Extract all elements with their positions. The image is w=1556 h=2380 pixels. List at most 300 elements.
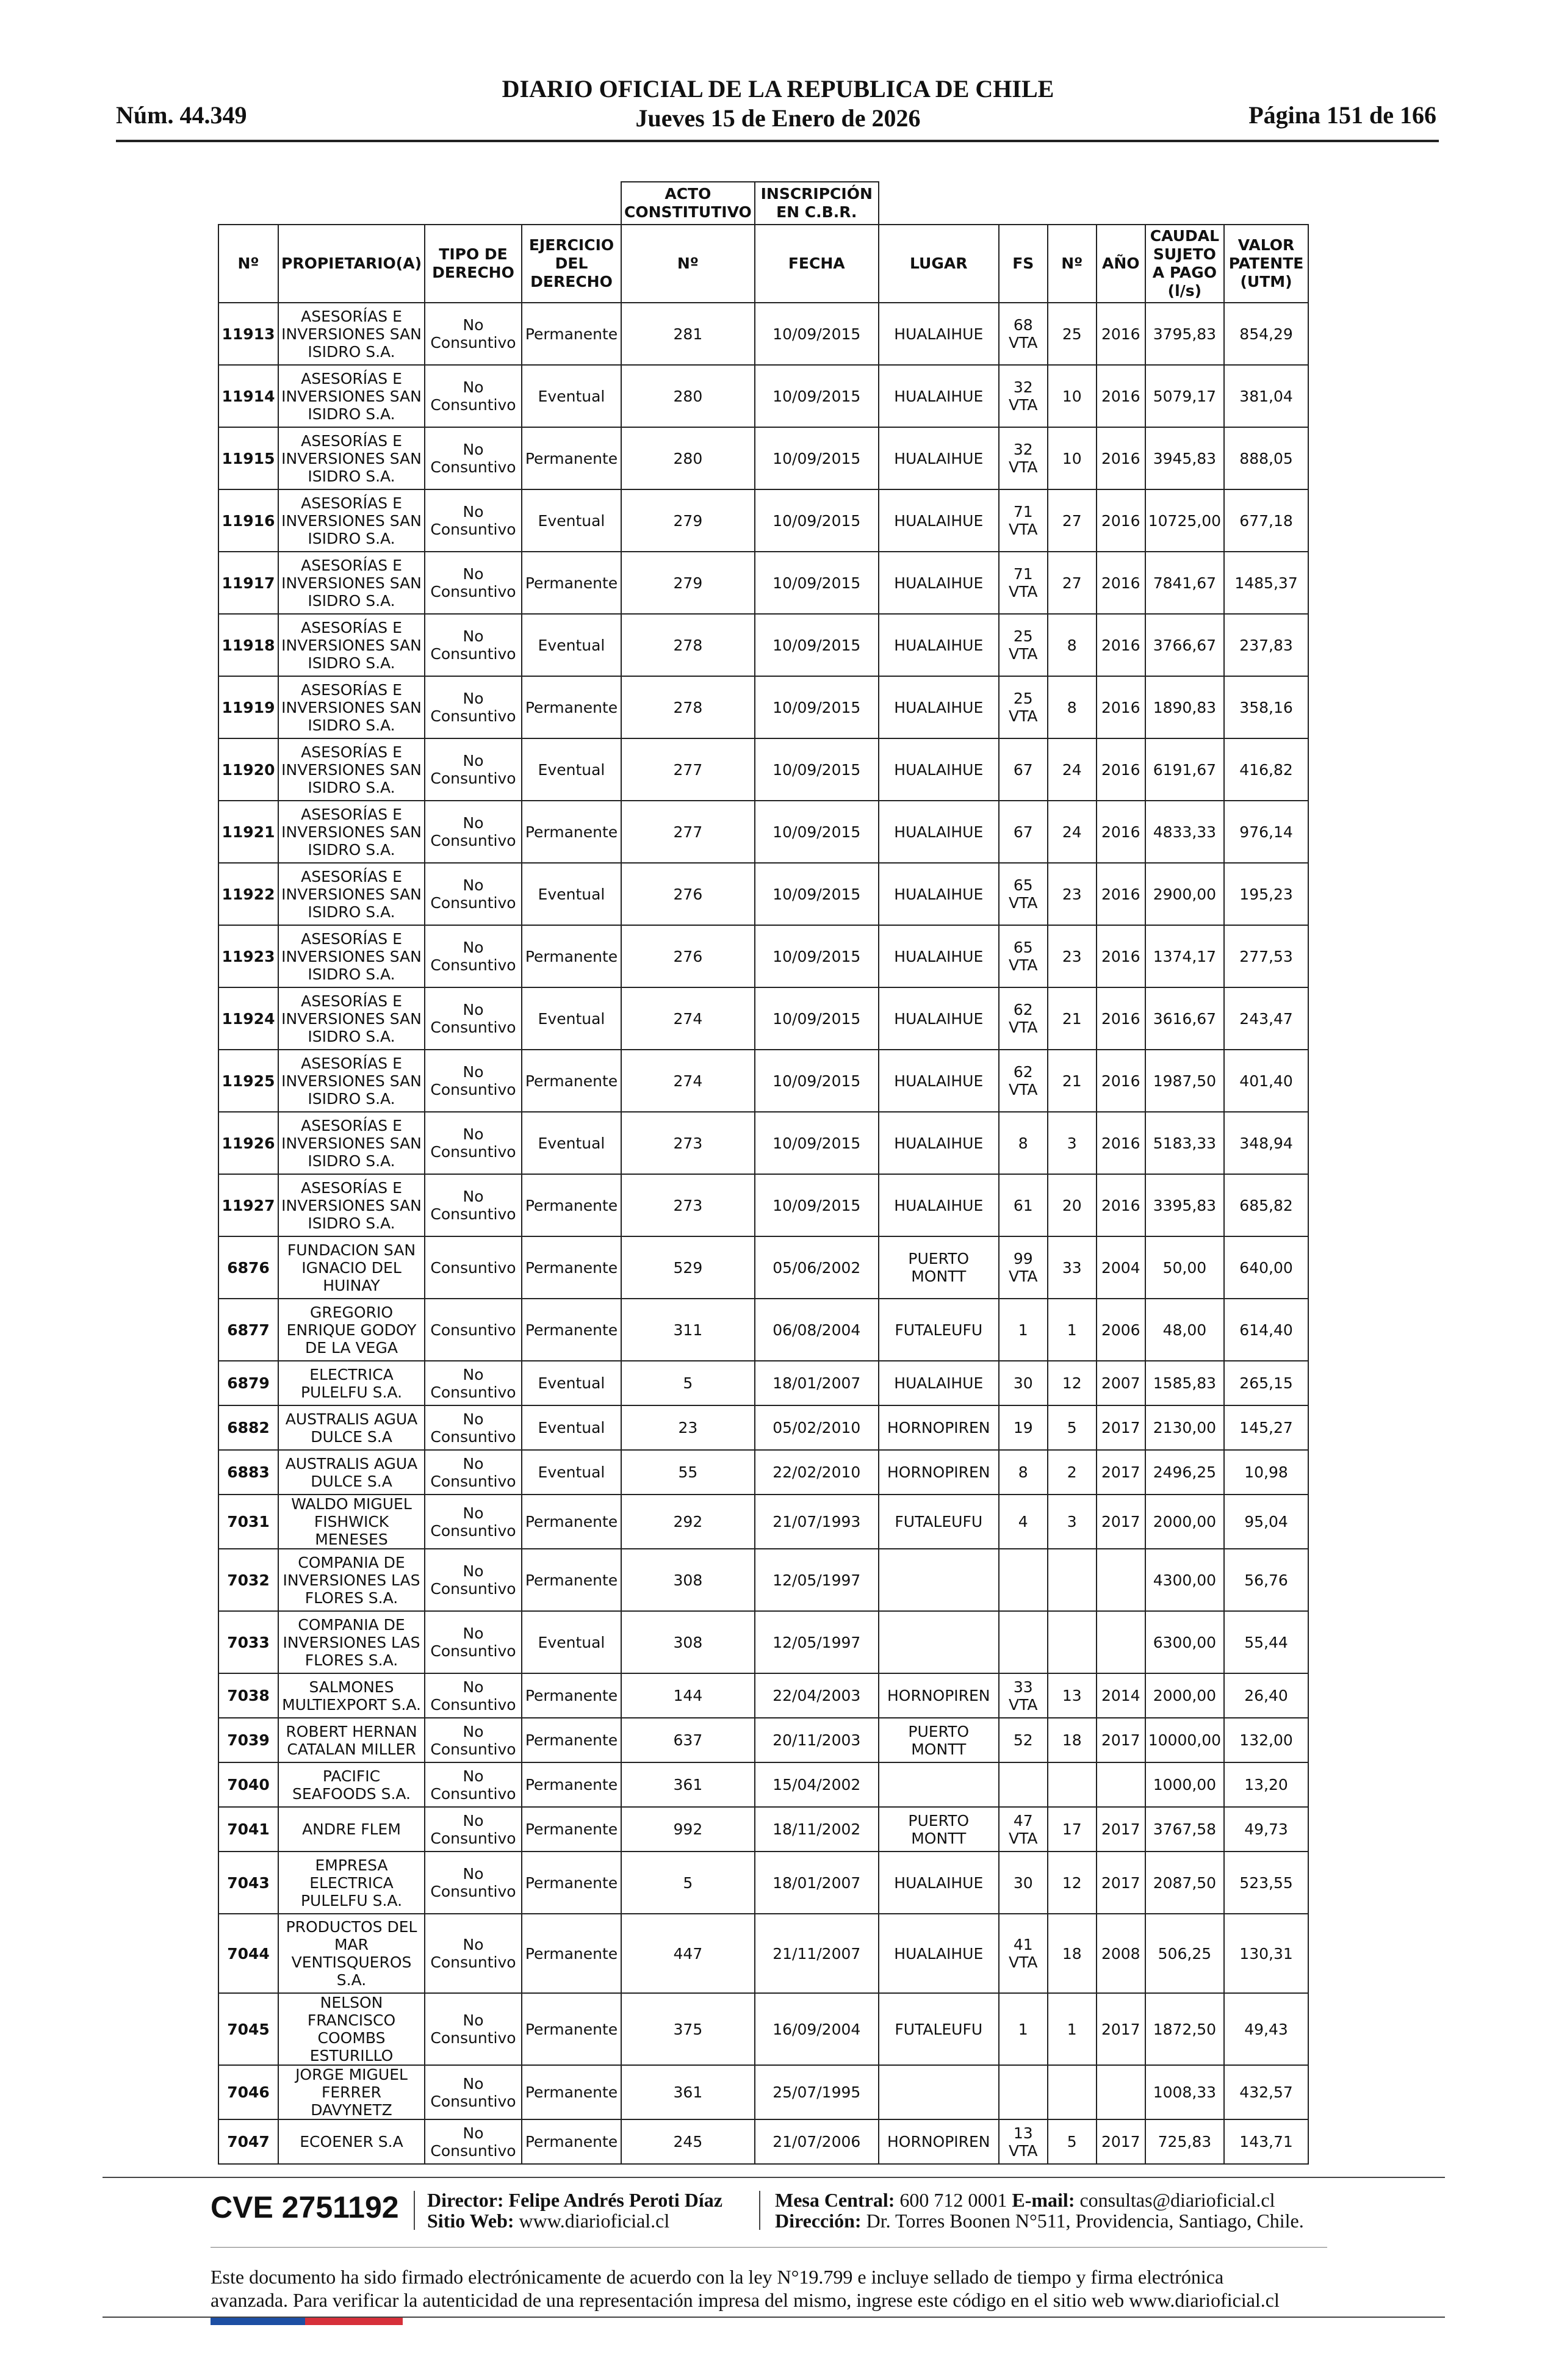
cell-fecha: 10/09/2015 [755, 552, 879, 614]
cell-inscripcion-numero: 1 [1048, 1299, 1097, 1361]
cell-numero: 7046 [218, 2065, 278, 2119]
table-row [218, 427, 1308, 489]
cell-valor-patente: 381,04 [1224, 365, 1308, 427]
cell-acto-numero: 274 [621, 987, 755, 1050]
table-row [218, 738, 1308, 801]
cell-anio: 2016 [1097, 1174, 1145, 1236]
cell-anio: 2017 [1097, 1807, 1145, 1852]
cell-valor-patente: 265,15 [1224, 1361, 1308, 1405]
cell-fs: 65 VTA [999, 863, 1048, 925]
cell-ejercicio: Eventual [522, 863, 621, 925]
cell-fs: 19 [999, 1405, 1048, 1450]
cell-caudal: 3616,67 [1145, 987, 1224, 1050]
cell-numero: 7043 [218, 1852, 278, 1914]
cell-lugar [879, 2065, 999, 2119]
cell-valor-patente: 13,20 [1224, 1762, 1308, 1807]
cell-lugar: HUALAIHUE [879, 303, 999, 365]
footer-separator [759, 2191, 760, 2230]
cell-lugar [879, 1549, 999, 1611]
cell-ejercicio: Eventual [522, 1112, 621, 1174]
cell-lugar: HUALAIHUE [879, 863, 999, 925]
cell-inscripcion-numero: 10 [1048, 365, 1097, 427]
cell-lugar: HUALAIHUE [879, 614, 999, 676]
col-header-lugar: LUGAR [879, 225, 999, 303]
cell-fecha: 10/09/2015 [755, 427, 879, 489]
table-row [218, 1361, 1308, 1405]
cell-inscripcion-numero: 25 [1048, 303, 1097, 365]
cell-anio: 2016 [1097, 489, 1145, 552]
cell-acto-numero: 278 [621, 614, 755, 676]
cell-acto-numero: 23 [621, 1405, 755, 1450]
cell-tipo-derecho: No Consuntivo [425, 676, 522, 738]
cell-caudal: 3766,67 [1145, 614, 1224, 676]
cell-propietario: SALMONES MULTIEXPORT S.A. [278, 1673, 425, 1718]
header-inscripcion-cbr: INSCRIPCIÓN EN C.B.R. [755, 182, 879, 225]
table-row [218, 614, 1308, 676]
table-row [218, 365, 1308, 427]
cell-valor-patente: 56,76 [1224, 1549, 1308, 1611]
footer-mid-rule [211, 2247, 1327, 2248]
cell-inscripcion-numero [1048, 1611, 1097, 1673]
issue-date: Jueves 15 de Enero de 2026 [635, 104, 921, 132]
cell-ejercicio: Permanente [522, 552, 621, 614]
cell-inscripcion-numero: 18 [1048, 1718, 1097, 1762]
cell-acto-numero: 276 [621, 925, 755, 987]
footer-top-rule [103, 2177, 1445, 2178]
mesa-label: Mesa Central: [775, 2189, 895, 2211]
cell-acto-numero: 637 [621, 1718, 755, 1762]
table-row [218, 1549, 1308, 1611]
cell-valor-patente: 523,55 [1224, 1852, 1308, 1914]
cell-caudal: 506,25 [1145, 1914, 1224, 1993]
cell-fecha: 21/07/2006 [755, 2119, 879, 2164]
cell-fecha: 05/06/2002 [755, 1236, 879, 1299]
cell-anio: 2017 [1097, 1993, 1145, 2065]
cell-anio: 2016 [1097, 365, 1145, 427]
cell-numero: 7039 [218, 1718, 278, 1762]
cell-propietario: ASESORÍAS E INVERSIONES SAN ISIDRO S.A. [278, 801, 425, 863]
cell-propietario: EMPRESA ELECTRICA PULELFU S.A. [278, 1852, 425, 1914]
cell-inscripcion-numero: 23 [1048, 863, 1097, 925]
cell-numero: 6877 [218, 1299, 278, 1361]
cell-inscripcion-numero: 13 [1048, 1673, 1097, 1718]
cell-ejercicio: Permanente [522, 1299, 621, 1361]
cell-valor-patente: 10,98 [1224, 1450, 1308, 1495]
cell-fs: 4 [999, 1495, 1048, 1549]
cell-caudal: 5079,17 [1145, 365, 1224, 427]
cell-fs: 61 [999, 1174, 1048, 1236]
cell-numero: 11923 [218, 925, 278, 987]
cell-anio: 2016 [1097, 676, 1145, 738]
cell-lugar: PUERTO MONTT [879, 1718, 999, 1762]
cell-inscripcion-numero: 20 [1048, 1174, 1097, 1236]
cell-acto-numero: 144 [621, 1673, 755, 1718]
cell-propietario: ASESORÍAS E INVERSIONES SAN ISIDRO S.A. [278, 925, 425, 987]
cell-propietario: ASESORÍAS E INVERSIONES SAN ISIDRO S.A. [278, 489, 425, 552]
cell-anio: 2016 [1097, 1112, 1145, 1174]
cell-numero: 11926 [218, 1112, 278, 1174]
water-rights-table [218, 181, 1309, 2165]
cell-ejercicio: Permanente [522, 1852, 621, 1914]
cell-caudal: 2900,00 [1145, 863, 1224, 925]
contact-info [775, 2190, 1304, 2231]
cell-acto-numero: 277 [621, 738, 755, 801]
cell-acto-numero: 279 [621, 552, 755, 614]
cell-lugar: HUALAIHUE [879, 427, 999, 489]
cell-caudal: 3767,58 [1145, 1807, 1224, 1852]
cell-tipo-derecho: No Consuntivo [425, 1405, 522, 1450]
cell-fecha: 10/09/2015 [755, 303, 879, 365]
web-link[interactable]: www.diarioficial.cl [519, 2210, 670, 2232]
cell-propietario: COMPANIA DE INVERSIONES LAS FLORES S.A. [278, 1549, 425, 1611]
cell-inscripcion-numero: 27 [1048, 489, 1097, 552]
cell-anio: 2016 [1097, 801, 1145, 863]
cell-anio: 2017 [1097, 1852, 1145, 1914]
table-row [218, 676, 1308, 738]
cell-tipo-derecho: No Consuntivo [425, 1112, 522, 1174]
email-link[interactable]: consultas@diarioficial.cl [1079, 2189, 1275, 2211]
cell-lugar: PUERTO MONTT [879, 1807, 999, 1852]
cell-valor-patente: 95,04 [1224, 1495, 1308, 1549]
cell-anio [1097, 2065, 1145, 2119]
cell-tipo-derecho: Consuntivo [425, 1236, 522, 1299]
cell-inscripcion-numero: 8 [1048, 676, 1097, 738]
cell-fecha: 10/09/2015 [755, 1112, 879, 1174]
cell-propietario: ASESORÍAS E INVERSIONES SAN ISIDRO S.A. [278, 1050, 425, 1112]
cell-lugar: FUTALEUFU [879, 1993, 999, 2065]
col-header-ejercicio: EJERCICIO DEL DERECHO [522, 225, 621, 303]
cell-tipo-derecho: No Consuntivo [425, 801, 522, 863]
col-header-fecha: FECHA [755, 225, 879, 303]
cell-ejercicio: Permanente [522, 1762, 621, 1807]
cell-fecha: 18/01/2007 [755, 1852, 879, 1914]
cell-lugar: HUALAIHUE [879, 801, 999, 863]
cell-ejercicio: Permanente [522, 1993, 621, 2065]
table-row [218, 2065, 1308, 2119]
cell-anio: 2016 [1097, 1050, 1145, 1112]
cell-numero: 11925 [218, 1050, 278, 1112]
cell-anio: 2017 [1097, 2119, 1145, 2164]
cell-caudal: 1374,17 [1145, 925, 1224, 987]
cell-acto-numero: 447 [621, 1914, 755, 1993]
cell-numero: 6882 [218, 1405, 278, 1450]
cell-tipo-derecho: No Consuntivo [425, 863, 522, 925]
cell-tipo-derecho: No Consuntivo [425, 987, 522, 1050]
cell-valor-patente: 416,82 [1224, 738, 1308, 801]
cell-anio: 2004 [1097, 1236, 1145, 1299]
cell-acto-numero: 529 [621, 1236, 755, 1299]
cell-lugar: HORNOPIREN [879, 1450, 999, 1495]
cell-fecha: 10/09/2015 [755, 1050, 879, 1112]
cell-propietario: NELSON FRANCISCO COOMBS ESTURILLO [278, 1993, 425, 2065]
cell-acto-numero: 361 [621, 1762, 755, 1807]
cell-inscripcion-numero: 33 [1048, 1236, 1097, 1299]
cell-fecha: 10/09/2015 [755, 738, 879, 801]
cell-fs: 25 VTA [999, 614, 1048, 676]
cell-fs: 65 VTA [999, 925, 1048, 987]
cell-fs: 13 VTA [999, 2119, 1048, 2164]
cell-inscripcion-numero: 2 [1048, 1450, 1097, 1495]
cell-acto-numero: 273 [621, 1174, 755, 1236]
cell-fs: 67 [999, 738, 1048, 801]
cell-valor-patente: 145,27 [1224, 1405, 1308, 1450]
legal-line-1: Este documento ha sido firmado electrónicamente de acuerdo con la ley N°19.799 e incluye sellado de tiempo y firma electrónica [211, 2266, 1224, 2288]
cell-fs: 62 VTA [999, 987, 1048, 1050]
cell-lugar: HUALAIHUE [879, 365, 999, 427]
cell-fecha: 10/09/2015 [755, 1174, 879, 1236]
cell-acto-numero: 277 [621, 801, 755, 863]
col-header-caudal: CAUDAL SUJETO A PAGO (l/s) [1145, 225, 1224, 303]
footer-separator [414, 2191, 415, 2230]
cell-fecha: 10/09/2015 [755, 614, 879, 676]
cell-valor-patente: 237,83 [1224, 614, 1308, 676]
cell-valor-patente: 195,23 [1224, 863, 1308, 925]
cell-acto-numero: 281 [621, 303, 755, 365]
cell-lugar: HUALAIHUE [879, 1174, 999, 1236]
cell-caudal: 4833,33 [1145, 801, 1224, 863]
cell-fs: 47 VTA [999, 1807, 1048, 1852]
table-row [218, 987, 1308, 1050]
table-row [218, 1914, 1308, 1993]
cell-ejercicio: Permanente [522, 1549, 621, 1611]
table-row [218, 1174, 1308, 1236]
cell-caudal: 6191,67 [1145, 738, 1224, 801]
cell-propietario: ECOENER S.A [278, 2119, 425, 2164]
table-row [218, 1673, 1308, 1718]
cell-inscripcion-numero: 12 [1048, 1852, 1097, 1914]
cell-lugar: FUTALEUFU [879, 1299, 999, 1361]
cell-lugar: HORNOPIREN [879, 1405, 999, 1450]
cell-numero: 7032 [218, 1549, 278, 1611]
cell-numero: 7040 [218, 1762, 278, 1807]
cell-anio: 2016 [1097, 552, 1145, 614]
cell-valor-patente: 401,40 [1224, 1050, 1308, 1112]
cell-fecha: 25/07/1995 [755, 2065, 879, 2119]
col-header-tipo-derecho: TIPO DE DERECHO [425, 225, 522, 303]
cell-tipo-derecho: No Consuntivo [425, 1361, 522, 1405]
cell-ejercicio: Permanente [522, 2065, 621, 2119]
cell-ejercicio: Permanente [522, 801, 621, 863]
column-header-row [218, 225, 1308, 303]
table-row [218, 1852, 1308, 1914]
table-row [218, 1112, 1308, 1174]
cell-caudal: 2130,00 [1145, 1405, 1224, 1450]
cell-fs: 62 VTA [999, 1050, 1048, 1112]
cell-valor-patente: 685,82 [1224, 1174, 1308, 1236]
cell-acto-numero: 245 [621, 2119, 755, 2164]
cell-propietario: FUNDACION SAN IGNACIO DEL HUINAY [278, 1236, 425, 1299]
cell-numero: 7031 [218, 1495, 278, 1549]
table-row [218, 1762, 1308, 1807]
cell-lugar: HORNOPIREN [879, 2119, 999, 2164]
cell-propietario: ASESORÍAS E INVERSIONES SAN ISIDRO S.A. [278, 552, 425, 614]
cell-fs: 1 [999, 1993, 1048, 2065]
cell-propietario: ASESORÍAS E INVERSIONES SAN ISIDRO S.A. [278, 863, 425, 925]
cell-numero: 6883 [218, 1450, 278, 1495]
cell-propietario: PACIFIC SEAFOODS S.A. [278, 1762, 425, 1807]
cell-fs: 41 VTA [999, 1914, 1048, 1993]
cell-anio [1097, 1549, 1145, 1611]
cell-inscripcion-numero: 3 [1048, 1112, 1097, 1174]
cell-lugar: HUALAIHUE [879, 987, 999, 1050]
table-row [218, 1405, 1308, 1450]
page-indicator: Página 151 de 166 [1248, 101, 1436, 129]
cell-propietario: ASESORÍAS E INVERSIONES SAN ISIDRO S.A. [278, 1112, 425, 1174]
cell-anio: 2006 [1097, 1299, 1145, 1361]
cell-caudal: 2000,00 [1145, 1673, 1224, 1718]
header-rule [116, 140, 1439, 142]
cell-lugar: PUERTO MONTT [879, 1236, 999, 1299]
cell-tipo-derecho: No Consuntivo [425, 614, 522, 676]
cell-numero: 7038 [218, 1673, 278, 1718]
cell-fs: 52 [999, 1718, 1048, 1762]
table-row [218, 925, 1308, 987]
cell-numero: 11915 [218, 427, 278, 489]
cell-inscripcion-numero: 5 [1048, 2119, 1097, 2164]
cell-ejercicio: Permanente [522, 303, 621, 365]
cell-anio: 2016 [1097, 987, 1145, 1050]
cell-caudal: 1008,33 [1145, 2065, 1224, 2119]
cell-propietario: ROBERT HERNAN CATALAN MILLER [278, 1718, 425, 1762]
cell-lugar: HUALAIHUE [879, 925, 999, 987]
cell-ejercicio: Permanente [522, 1914, 621, 1993]
cell-fecha: 18/01/2007 [755, 1361, 879, 1405]
cell-ejercicio: Eventual [522, 614, 621, 676]
table-row [218, 1236, 1308, 1299]
table-row [218, 2119, 1308, 2164]
cell-anio: 2017 [1097, 1495, 1145, 1549]
cell-acto-numero: 55 [621, 1450, 755, 1495]
cell-propietario: AUSTRALIS AGUA DULCE S.A [278, 1450, 425, 1495]
cell-caudal: 1585,83 [1145, 1361, 1224, 1405]
cell-fecha: 05/02/2010 [755, 1405, 879, 1450]
cell-fs [999, 2065, 1048, 2119]
cell-inscripcion-numero [1048, 2065, 1097, 2119]
cell-fecha: 10/09/2015 [755, 925, 879, 987]
table-row [218, 1611, 1308, 1673]
journal-title: DIARIO OFICIAL DE LA REPUBLICA DE CHILE [502, 75, 1054, 103]
table-row [218, 1807, 1308, 1852]
cell-numero: 11916 [218, 489, 278, 552]
cell-numero: 11918 [218, 614, 278, 676]
cell-tipo-derecho: No Consuntivo [425, 1762, 522, 1807]
table-row [218, 303, 1308, 365]
cell-fecha: 12/05/1997 [755, 1549, 879, 1611]
cell-propietario: ASESORÍAS E INVERSIONES SAN ISIDRO S.A. [278, 676, 425, 738]
cell-fs: 32 VTA [999, 427, 1048, 489]
cell-inscripcion-numero: 24 [1048, 801, 1097, 863]
cell-tipo-derecho: No Consuntivo [425, 365, 522, 427]
cell-tipo-derecho: No Consuntivo [425, 1852, 522, 1914]
cell-valor-patente: 49,73 [1224, 1807, 1308, 1852]
table-body [218, 303, 1308, 2164]
cell-fs: 32 VTA [999, 365, 1048, 427]
cell-fecha: 10/09/2015 [755, 987, 879, 1050]
cell-caudal: 10725,00 [1145, 489, 1224, 552]
cell-ejercicio: Permanente [522, 1718, 621, 1762]
cell-caudal: 6300,00 [1145, 1611, 1224, 1673]
cell-numero: 11924 [218, 987, 278, 1050]
cell-acto-numero: 992 [621, 1807, 755, 1852]
cell-acto-numero: 273 [621, 1112, 755, 1174]
cell-propietario: ASESORÍAS E INVERSIONES SAN ISIDRO S.A. [278, 427, 425, 489]
cell-fs: 8 [999, 1112, 1048, 1174]
flag-stripe-red [305, 2318, 403, 2325]
cell-fs: 25 VTA [999, 676, 1048, 738]
cell-tipo-derecho: No Consuntivo [425, 552, 522, 614]
cell-fs: 99 VTA [999, 1236, 1048, 1299]
cell-tipo-derecho: No Consuntivo [425, 1673, 522, 1718]
cell-caudal: 5183,33 [1145, 1112, 1224, 1174]
cell-numero: 11927 [218, 1174, 278, 1236]
cell-propietario: ASESORÍAS E INVERSIONES SAN ISIDRO S.A. [278, 1174, 425, 1236]
cell-caudal: 2000,00 [1145, 1495, 1224, 1549]
cell-fecha: 21/07/1993 [755, 1495, 879, 1549]
cell-lugar: HUALAIHUE [879, 1914, 999, 1993]
cell-numero: 11919 [218, 676, 278, 738]
cell-acto-numero: 276 [621, 863, 755, 925]
cell-acto-numero: 361 [621, 2065, 755, 2119]
cell-ejercicio: Eventual [522, 987, 621, 1050]
cell-numero: 11914 [218, 365, 278, 427]
cell-fs: 33 VTA [999, 1673, 1048, 1718]
cell-caudal: 2496,25 [1145, 1450, 1224, 1495]
cell-valor-patente: 49,43 [1224, 1993, 1308, 2065]
cell-propietario: ANDRE FLEM [278, 1807, 425, 1852]
col-header-inscripcion-numero: Nº [1048, 225, 1097, 303]
cell-lugar: HUALAIHUE [879, 1852, 999, 1914]
cell-lugar [879, 1762, 999, 1807]
flag-stripe-blue [211, 2318, 305, 2325]
cell-valor-patente: 976,14 [1224, 801, 1308, 863]
cell-ejercicio: Permanente [522, 1673, 621, 1718]
cell-propietario: ASESORÍAS E INVERSIONES SAN ISIDRO S.A. [278, 614, 425, 676]
table-row [218, 1495, 1308, 1549]
cell-caudal: 3395,83 [1145, 1174, 1224, 1236]
cell-tipo-derecho: No Consuntivo [425, 303, 522, 365]
cell-acto-numero: 292 [621, 1495, 755, 1549]
cell-inscripcion-numero: 12 [1048, 1361, 1097, 1405]
cell-valor-patente: 243,47 [1224, 987, 1308, 1050]
cell-numero: 11913 [218, 303, 278, 365]
cell-tipo-derecho: No Consuntivo [425, 1993, 522, 2065]
col-header-anio: AÑO [1097, 225, 1145, 303]
cell-ejercicio: Permanente [522, 1495, 621, 1549]
director-label: Director: [427, 2189, 504, 2211]
cell-fs: 67 [999, 801, 1048, 863]
cell-lugar: HUALAIHUE [879, 1050, 999, 1112]
cell-inscripcion-numero: 23 [1048, 925, 1097, 987]
cell-propietario: ASESORÍAS E INVERSIONES SAN ISIDRO S.A. [278, 987, 425, 1050]
direccion-label: Dirección: [775, 2210, 862, 2232]
cell-numero: 7045 [218, 1993, 278, 2065]
cell-fs: 1 [999, 1299, 1048, 1361]
cell-fs: 8 [999, 1450, 1048, 1495]
cell-lugar: HUALAIHUE [879, 1112, 999, 1174]
table-row [218, 489, 1308, 552]
table-row [218, 1718, 1308, 1762]
cell-fs [999, 1611, 1048, 1673]
cell-ejercicio: Eventual [522, 1611, 621, 1673]
email-label: E-mail: [1012, 2189, 1075, 2211]
cell-inscripcion-numero: 8 [1048, 614, 1097, 676]
cell-tipo-derecho: No Consuntivo [425, 2065, 522, 2119]
cell-ejercicio: Eventual [522, 365, 621, 427]
cell-acto-numero: 274 [621, 1050, 755, 1112]
col-header-fs: FS [999, 225, 1048, 303]
cell-ejercicio: Permanente [522, 1174, 621, 1236]
cell-caudal: 1872,50 [1145, 1993, 1224, 2065]
